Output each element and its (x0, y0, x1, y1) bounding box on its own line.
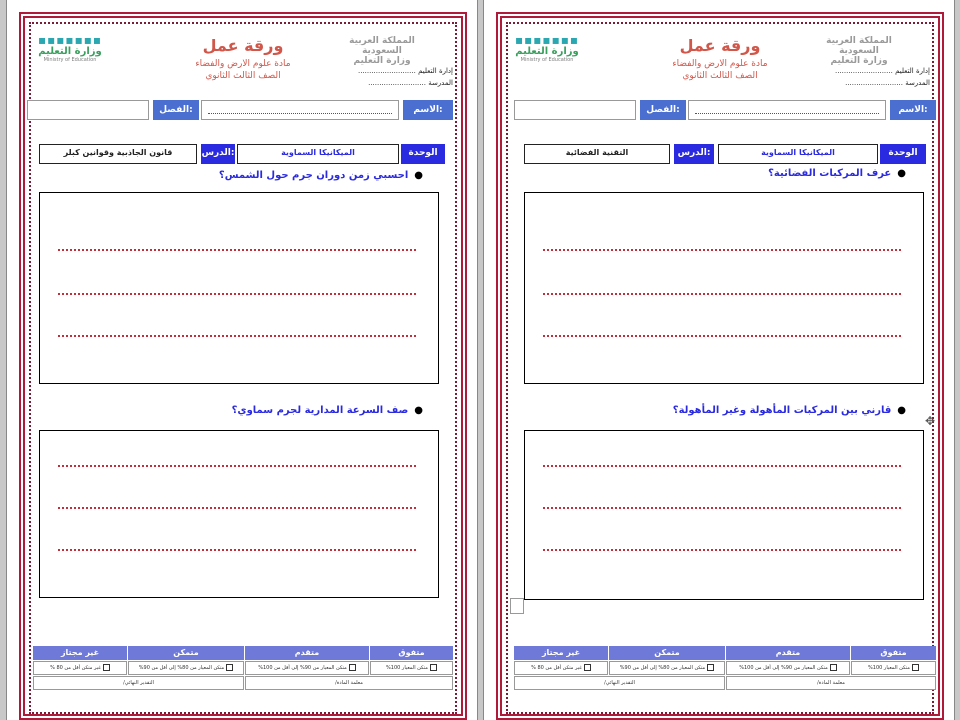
rubric-header: متقدم (245, 646, 369, 660)
unit-label: الوحدة (880, 144, 926, 164)
answer-line (58, 465, 416, 467)
kingdom-name: المملكة العربية السعودية وزارة التعليم (826, 36, 892, 66)
lesson-label: الدرس: (201, 144, 235, 164)
answer-line (543, 249, 901, 251)
unit-value: الميكانيكا السماوية (718, 144, 878, 164)
checkbox-icon[interactable] (103, 664, 110, 671)
answer-line (58, 335, 416, 337)
bullet-icon: ● (897, 168, 906, 179)
worksheet-page-left (6, 0, 478, 720)
answer-line (543, 549, 901, 551)
answer-line (543, 335, 901, 337)
move-icon[interactable]: ✥ (925, 414, 936, 428)
class-extra-field[interactable] (27, 100, 149, 120)
note-cell: التقدير النهائي/ (33, 676, 244, 690)
rubric-header: غير مجتاز (33, 646, 127, 660)
rubric-criterion: متكن المعيار من 80% إلى أقل من 90% (128, 661, 244, 675)
checkbox-icon[interactable] (707, 664, 714, 671)
resize-handle[interactable] (510, 598, 524, 614)
unit-value: الميكانيكا السماوية (237, 144, 399, 164)
class-input-field[interactable] (688, 100, 886, 120)
kingdom-name: المملكة العربية السعودية وزارة التعليم (349, 36, 415, 66)
name-label: الاسم: (403, 100, 453, 120)
ministry-mark-icon: ▪▪▪▪▪▪▪ (515, 33, 579, 47)
class-extra-field[interactable] (514, 100, 636, 120)
checkbox-icon[interactable] (584, 664, 591, 671)
ministry-logo-arabic: وزارة التعليم (515, 46, 579, 57)
bullet-icon: ● (897, 405, 906, 416)
question-2: ●صف السرعة المدارية لجرم سماوي؟ (231, 405, 423, 416)
admin-line: إدارة التعليم .......................... (834, 67, 930, 75)
question-1: ●احسبي زمن دوران جرم حول الشمس؟ (218, 170, 423, 181)
answer-line (58, 507, 416, 509)
answer-box-2[interactable] (39, 430, 439, 598)
worksheet-title: ورقة عمل (202, 36, 284, 55)
unit-label: الوحدة (401, 144, 445, 164)
checkbox-icon[interactable] (912, 664, 919, 671)
checkbox-icon[interactable] (349, 664, 356, 671)
rubric-criterion: متكن المعيار 100% (851, 661, 936, 675)
ministry-logo (35, 34, 105, 63)
note-cell: التقدير النهائي/ (514, 676, 725, 690)
answer-line (543, 507, 901, 509)
lesson-value: قانون الجاذبية وقوانين كبلر (39, 144, 197, 164)
rubric-criterion: متكن المعيار من 90% إلى أقل من 100% (245, 661, 369, 675)
answer-box-1[interactable] (39, 192, 439, 384)
rubric-header: غير مجتاز (514, 646, 608, 660)
worksheet-page-right (483, 0, 955, 720)
question-1: ●عرف المركبات الفضائية؟ (768, 168, 906, 179)
class-input-field[interactable] (201, 100, 399, 120)
answer-line (58, 549, 416, 551)
subject-line: مادة علوم الارض والفضاء (672, 59, 768, 69)
rubric-criterion: متكن المعيار من 90% إلى أقل من 100% (726, 661, 850, 675)
ministry-logo-english: Ministry of Education (520, 57, 574, 63)
school-line: المدرسة .......................... (368, 79, 453, 87)
rubric-table (33, 646, 453, 694)
ministry-logo-arabic: وزارة التعليم (38, 46, 102, 57)
worksheet-title: ورقة عمل (679, 36, 761, 55)
grade-line: الصف الثالث الثانوي (682, 71, 758, 81)
rubric-header: متفوق (370, 646, 453, 660)
answer-line (58, 249, 416, 251)
answer-box-2[interactable] (524, 430, 924, 600)
rubric-header: متقدم (726, 646, 850, 660)
subject-line: مادة علوم الارض والفضاء (195, 59, 291, 69)
school-line: المدرسة .......................... (845, 79, 930, 87)
answer-line (543, 465, 901, 467)
rubric-header: متمكن (609, 646, 725, 660)
admin-line: إدارة التعليم .......................... (357, 67, 453, 75)
bullet-icon: ● (414, 170, 423, 181)
bullet-icon: ● (414, 405, 423, 416)
lesson-value: التقنية الفضائية (524, 144, 670, 164)
rubric-criterion: غير متكن أقل من 80 % (33, 661, 127, 675)
teacher-cell: معلمة المادة/ (245, 676, 453, 690)
checkbox-icon[interactable] (830, 664, 837, 671)
rubric-header: متفوق (851, 646, 936, 660)
checkbox-icon[interactable] (430, 664, 437, 671)
class-label: الفصل: (153, 100, 199, 120)
rubric-criterion: غير متكن أقل من 80 % (514, 661, 608, 675)
teacher-cell: معلمة المادة/ (726, 676, 936, 690)
ministry-logo-english: Ministry of Education (43, 57, 97, 63)
answer-line (543, 293, 901, 295)
rubric-criterion: متكن المعيار من 80% إلى أقل من 90% (609, 661, 725, 675)
class-label: الفصل: (640, 100, 686, 120)
answer-box-1[interactable] (524, 192, 924, 384)
rubric-criterion: متكن المعيار 100% (370, 661, 453, 675)
lesson-label: الدرس: (674, 144, 714, 164)
name-label: الاسم: (890, 100, 936, 120)
rubric-header: متمكن (128, 646, 244, 660)
rubric-table (514, 646, 936, 694)
checkbox-icon[interactable] (226, 664, 233, 671)
question-2: ●قارني بين المركبات المأهولة وغير المأهولة؟ (672, 405, 906, 416)
answer-line (58, 293, 416, 295)
ministry-logo (512, 34, 582, 63)
grade-line: الصف الثالث الثانوي (205, 71, 281, 81)
ministry-mark-icon: ▪▪▪▪▪▪▪ (38, 33, 102, 47)
